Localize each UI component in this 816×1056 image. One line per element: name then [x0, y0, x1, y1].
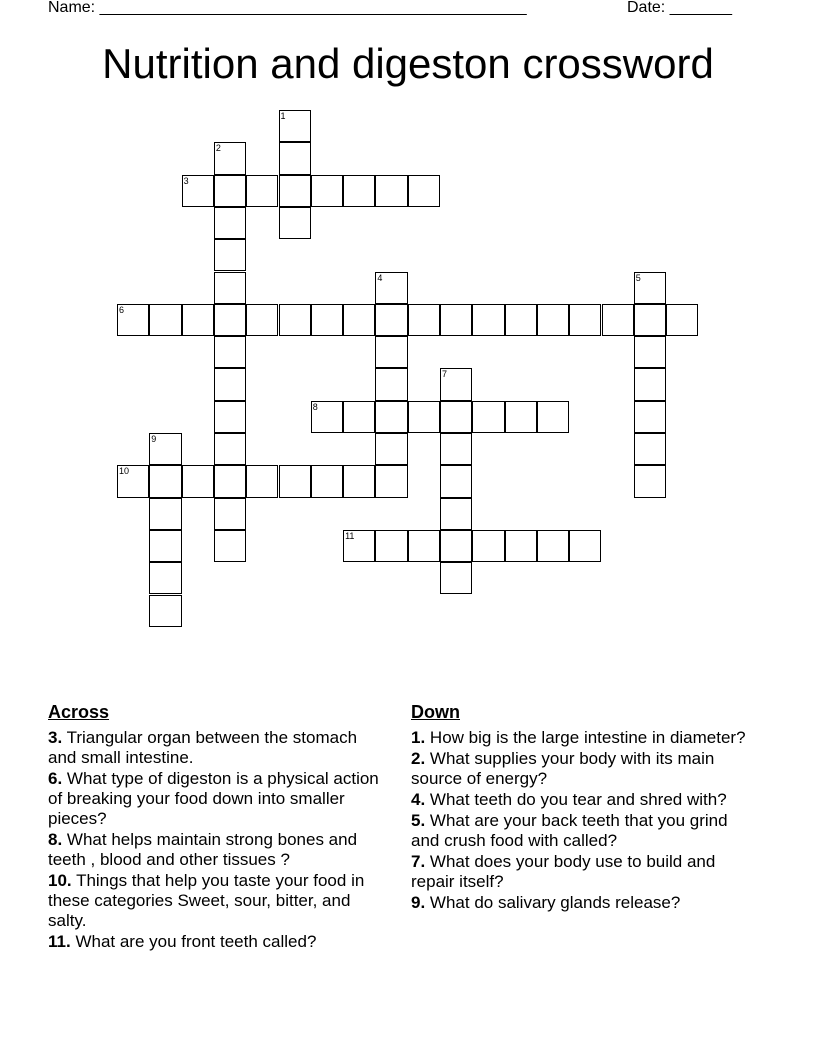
- name-field: Name: ________________________________________________: [48, 0, 527, 16]
- grid-cell[interactable]: [343, 304, 375, 336]
- grid-cell[interactable]: [634, 433, 666, 465]
- clue-num: 11.: [48, 932, 71, 951]
- clue-num: 1.: [411, 728, 426, 747]
- grid-cell[interactable]: [634, 368, 666, 400]
- grid-cell[interactable]: [634, 272, 666, 304]
- down-clue: [411, 893, 756, 913]
- grid-cell[interactable]: [182, 465, 214, 497]
- grid-cell[interactable]: [472, 530, 504, 562]
- grid-cell[interactable]: [343, 530, 375, 562]
- clue-number: 1: [280, 111, 286, 121]
- grid-cell[interactable]: [375, 465, 407, 497]
- clue-num: 8.: [48, 830, 63, 849]
- grid-cell[interactable]: [505, 401, 537, 433]
- grid-cell[interactable]: [343, 401, 375, 433]
- across-clue: [48, 728, 388, 768]
- grid-cell[interactable]: [343, 465, 375, 497]
- grid-cell[interactable]: [537, 401, 569, 433]
- grid-cell[interactable]: [408, 304, 440, 336]
- across-clue: [48, 830, 388, 870]
- clue-number: 9: [151, 434, 157, 444]
- grid-cell[interactable]: [634, 304, 666, 336]
- clue-text: What does your body use to build and repair itself?: [411, 852, 716, 891]
- clue-text: What are your back teeth that you grind and crush food with called?: [411, 811, 728, 850]
- grid-cell[interactable]: [246, 304, 278, 336]
- clue-num: 4.: [411, 790, 426, 809]
- grid-cell[interactable]: [246, 175, 278, 207]
- grid-cell[interactable]: [440, 562, 472, 594]
- clue-num: 5.: [411, 811, 426, 830]
- grid-cell[interactable]: [375, 336, 407, 368]
- grid-cell[interactable]: [182, 304, 214, 336]
- clue-number: 11: [345, 530, 355, 541]
- date-field: Date: _______: [627, 0, 732, 16]
- grid-cell[interactable]: [117, 304, 149, 336]
- grid-cell[interactable]: [311, 175, 343, 207]
- grid-cell[interactable]: [214, 207, 246, 239]
- clue-num: 9.: [411, 893, 426, 912]
- grid-cell[interactable]: [214, 401, 246, 433]
- grid-cell[interactable]: [182, 175, 214, 207]
- clue-num: 2.: [411, 749, 426, 768]
- grid-cell[interactable]: [279, 304, 311, 336]
- grid-cell[interactable]: [246, 465, 278, 497]
- down-clues: [411, 702, 756, 914]
- grid-cell[interactable]: [472, 401, 504, 433]
- down-clue: [411, 790, 756, 810]
- grid-cell[interactable]: [375, 368, 407, 400]
- grid-cell[interactable]: [666, 304, 698, 336]
- clue-text: What teeth do you tear and shred with?: [429, 790, 727, 809]
- grid-cell[interactable]: [440, 498, 472, 530]
- grid-cell[interactable]: [505, 530, 537, 562]
- grid-cell[interactable]: [214, 336, 246, 368]
- clue-number: 2: [215, 143, 221, 154]
- grid-cell[interactable]: [214, 142, 246, 174]
- grid-cell[interactable]: [214, 465, 246, 497]
- grid-cell[interactable]: [634, 336, 666, 368]
- clue-num: 3.: [48, 728, 63, 747]
- grid-cell[interactable]: [537, 530, 569, 562]
- clue-text: Things that help you taste your food in these categories Sweet, sour, bitter, and salty.: [48, 871, 365, 930]
- grid-cell[interactable]: [214, 498, 246, 530]
- grid-cell[interactable]: [408, 175, 440, 207]
- grid-cell[interactable]: [149, 562, 181, 594]
- clue-number: 6: [119, 304, 125, 315]
- grid-cell[interactable]: [375, 433, 407, 465]
- grid-cell[interactable]: [375, 175, 407, 207]
- grid-cell[interactable]: [375, 304, 407, 336]
- grid-cell[interactable]: [343, 175, 375, 207]
- clue-number: 4: [377, 272, 383, 283]
- clue-num: 7.: [411, 852, 426, 871]
- clue-text: How big is the large intestine in diameter?: [429, 728, 746, 747]
- grid-cell[interactable]: [440, 530, 472, 562]
- grid-cell[interactable]: [440, 401, 472, 433]
- grid-cell[interactable]: [311, 401, 343, 433]
- clue-text: What do salivary glands release?: [429, 893, 681, 912]
- clue-number: 3: [183, 175, 189, 186]
- grid-cell[interactable]: [149, 498, 181, 530]
- clue-text: What type of digeston is a physical action of breaking your food down into smaller pieces?: [48, 769, 379, 828]
- clue-num: 6.: [48, 769, 63, 788]
- grid-cell[interactable]: [214, 433, 246, 465]
- grid-cell[interactable]: [311, 465, 343, 497]
- grid-cell[interactable]: [375, 401, 407, 433]
- clue-text: What supplies your body with its main source of energy?: [411, 749, 715, 788]
- grid-cell[interactable]: [279, 465, 311, 497]
- grid-cell[interactable]: [279, 175, 311, 207]
- grid-cell[interactable]: [149, 595, 181, 627]
- grid-cell[interactable]: [149, 304, 181, 336]
- grid-cell[interactable]: [375, 272, 407, 304]
- grid-cell[interactable]: [311, 304, 343, 336]
- clue-number: 5: [635, 272, 641, 283]
- grid-cell[interactable]: [634, 401, 666, 433]
- page-title: Nutrition and digeston crossword: [102, 40, 714, 87]
- grid-cell[interactable]: [279, 142, 311, 174]
- grid-cell[interactable]: [214, 239, 246, 271]
- down-heading: Down: [411, 702, 460, 722]
- grid-cell[interactable]: [279, 110, 311, 142]
- grid-cell[interactable]: [634, 465, 666, 497]
- grid-cell[interactable]: [214, 175, 246, 207]
- across-clue: [48, 871, 388, 931]
- grid-cell[interactable]: [440, 433, 472, 465]
- grid-cell[interactable]: [408, 530, 440, 562]
- grid-cell[interactable]: [149, 465, 181, 497]
- clue-text: Triangular organ between the stomach and small intestine.: [48, 728, 358, 767]
- clue-text: What helps maintain strong bones and teeth , blood and other tissues ?: [48, 830, 358, 869]
- grid-cell[interactable]: [602, 304, 634, 336]
- grid-cell[interactable]: [214, 530, 246, 562]
- down-clue: [411, 728, 756, 748]
- grid-cell[interactable]: [440, 465, 472, 497]
- down-clue: [411, 811, 756, 851]
- grid-cell[interactable]: [117, 465, 149, 497]
- clue-num: 10.: [48, 871, 72, 890]
- grid-cell[interactable]: [472, 304, 504, 336]
- grid-cell[interactable]: [440, 304, 472, 336]
- grid-cell[interactable]: [505, 304, 537, 336]
- down-clue: [411, 852, 756, 892]
- grid-cell[interactable]: [569, 304, 601, 336]
- down-clue: [411, 749, 756, 789]
- grid-cell[interactable]: [214, 272, 246, 304]
- clue-number: 8: [312, 401, 318, 412]
- grid-cell[interactable]: [149, 433, 181, 465]
- clue-number: 7: [442, 369, 448, 380]
- grid-cell[interactable]: [214, 368, 246, 400]
- grid-cell[interactable]: [569, 530, 601, 562]
- grid-cell[interactable]: [214, 304, 246, 336]
- grid-cell[interactable]: [440, 368, 472, 400]
- grid-cell[interactable]: [149, 530, 181, 562]
- grid-cell[interactable]: [375, 530, 407, 562]
- across-clue: [48, 769, 388, 829]
- across-clue: [48, 932, 388, 952]
- across-heading: Across: [48, 702, 110, 722]
- clue-number: 10: [119, 466, 130, 477]
- clue-text: What are you front teeth called?: [75, 932, 317, 951]
- grid-cell[interactable]: [408, 401, 440, 433]
- grid-cell[interactable]: [537, 304, 569, 336]
- grid-cell[interactable]: [279, 207, 311, 239]
- across-clues: [48, 702, 388, 953]
